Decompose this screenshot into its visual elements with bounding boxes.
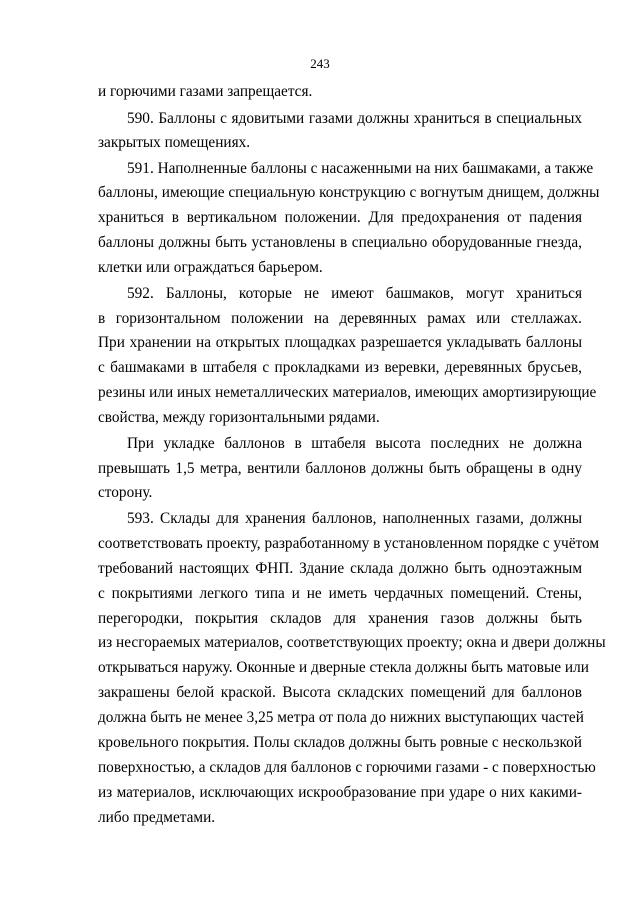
text-line: При укладке баллонов в штабеля высота последних не должна <box>127 435 582 452</box>
text-line: закрытых помещениях. <box>98 134 251 151</box>
text-line: закрашены белой краской. Высота складских помещений для баллонов <box>98 684 582 701</box>
text-line: 591. Наполненные баллоны с насаженными на них башмаками, а также <box>127 160 594 177</box>
text-line: клетки или ограждаться барьером. <box>98 259 323 276</box>
text-line: резины или иных неметаллических материалов, имеющих амортизирующие <box>98 384 597 401</box>
text-line: 590. Баллоны с ядовитыми газами должны храниться в специальных <box>127 110 582 127</box>
text-line: баллоны должны быть установлены в специально оборудованные гнезда, <box>98 234 582 251</box>
text-line: поверхностью, а складов для баллонов с горючими газами - с поверхностью <box>98 759 596 776</box>
text-line: и горючими газами запрещается. <box>98 83 313 100</box>
text-line: 592. Баллоны, которые не имеют башмаков, могут храниться <box>127 285 582 302</box>
text-line: из материалов, исключающих искрообразование при ударе о них какими- <box>98 784 582 801</box>
text-line: 593. Склады для хранения баллонов, наполненных газами, должны <box>127 510 582 527</box>
text-line: требований настоящих ФНП. Здание склада должно быть одноэтажным <box>98 560 582 577</box>
text-line: с башмаками в штабеля с прокладками из веревки, деревянных брусьев, <box>98 359 582 376</box>
text-line: с покрытиями легкого типа и не иметь чердачных помещений. Стены, <box>98 585 582 602</box>
page-number: 243 <box>310 56 330 71</box>
text-line: кровельного покрытия. Полы складов должны быть ровные с нескользкой <box>98 734 582 751</box>
text-line: перегородки, покрытия складов для хранения газов должны быть <box>98 610 582 627</box>
text-line: открываться наружу. Оконные и дверные стекла должны быть матовые или <box>98 659 589 676</box>
text-line: превышать 1,5 метра, вентили баллонов должны быть обращены в одну <box>98 460 582 477</box>
text-line: баллоны, имеющие специальную конструкцию с вогнутым днищем, должны <box>98 184 600 201</box>
text-line: в горизонтальном положении на деревянных рамах или стеллажах. <box>98 310 582 327</box>
text-line: из несгораемых материалов, соответствующих проекту; окна и двери должны <box>98 634 606 651</box>
text-line: сторону. <box>98 484 153 501</box>
text-line: При хранении на открытых площадках разрешается укладывать баллоны <box>98 334 582 351</box>
text-line: свойства, между горизонтальными рядами. <box>98 409 380 426</box>
text-line: храниться в вертикальном положении. Для предохранения от падения <box>98 209 582 226</box>
text-line: либо предметами. <box>98 809 216 826</box>
text-line: соответствовать проекту, разработанному в установленном порядке с учётом <box>98 535 600 552</box>
text-line: должна быть не менее 3,25 метра от пола до нижних выступающих частей <box>98 709 584 726</box>
